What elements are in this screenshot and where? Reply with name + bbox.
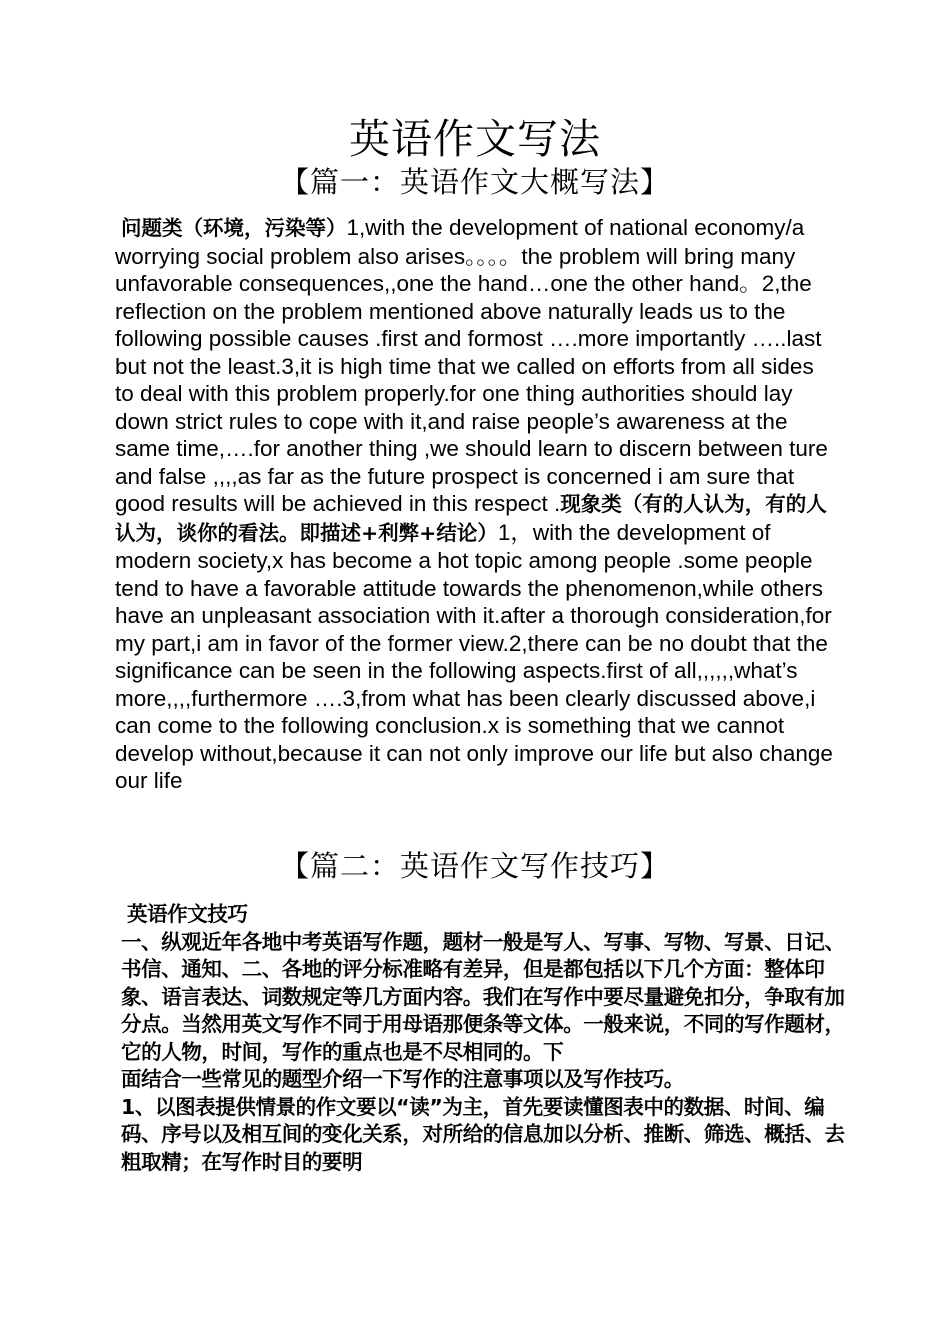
phenomenon-type-text: 1，with the development of modern society,x has become a hot topic among people .some people tend to have a favorable attitude towards the phenomenon,while others have an unpleasant association with it.after a thorough consideration,for my part,i am in favor of the former view.2,there can be no doubt that the significance can be seen in the following aspects.first of all,,,,,,what’s more,,,,furthermore ….3,from what has been clearly discussed above,i can come to the following conclusion.x is something that we cannot develop without,because it can not only improve our life but also change our life bbox=[115, 519, 833, 793]
section-2-body bbox=[115, 901, 850, 1176]
phenomenon-type-label: 现象类（有的人认为，有的人认为，谈你的看法。即描述+利弊+结论） bbox=[115, 492, 827, 545]
problem-type-text: 1,with the development of national economy/a worrying social problem also arises。。。。the problem will bring many unfavorable consequences,,one the hand…one the other hand。2,the reflection on the problem mentioned above naturally leads us to the following possible causes .first and formost ….more importantly …..last but not the least.3,it is high time that we called on efforts from all sides to deal with this problem properly.for one thing authorities should lay down strict rules to cope with it,and raise people’s awareness at the same time,….for another thing ,we should learn to discern between ture and false ,,,,as far as the future prospect is concerned i am sure that good results will be achieved in this respect . bbox=[115, 215, 828, 516]
section-heading-1: 【篇一：英语作文大概写法】 bbox=[279, 165, 670, 199]
section-2-paragraph-2: 面结合一些常见的题型介绍一下写作的注意事项以及写作技巧。 bbox=[121, 1067, 684, 1091]
section-1-body bbox=[115, 214, 837, 795]
document-title: 英语作文写法 bbox=[349, 115, 601, 163]
section-heading-2: 【篇二：英语作文写作技巧】 bbox=[279, 849, 670, 883]
section-2-subheading: 英语作文技巧 bbox=[127, 902, 248, 926]
problem-type-label: 问题类（环境，污染等） bbox=[121, 216, 347, 240]
section-2-paragraph-1: 一、纵观近年各地中考英语写作题，题材一般是写人、写事、写物、写景、日记、书信、通知、二、各地的评分标准略有差异，但是都包括以下几个方面：整体印象、语言表达、词数规定等几方面内容。我们在写作中要尽量避免扣分，争取有加分点。当然用英文写作不同于用母语那便条等文体。一般来说，不同的写作题材，它的人物，时间，写作的重点也是不尽相同的。下 bbox=[121, 929, 845, 1064]
section-2-paragraph-3: 1、以图表提供情景的作文要以“读”为主，首先要读懂图表中的数据、时间、编码、序号以及相互间的变化关系，对所给的信息加以分析、推断、筛选、概括、去粗取精；在写作时目的要明 bbox=[121, 1094, 845, 1174]
